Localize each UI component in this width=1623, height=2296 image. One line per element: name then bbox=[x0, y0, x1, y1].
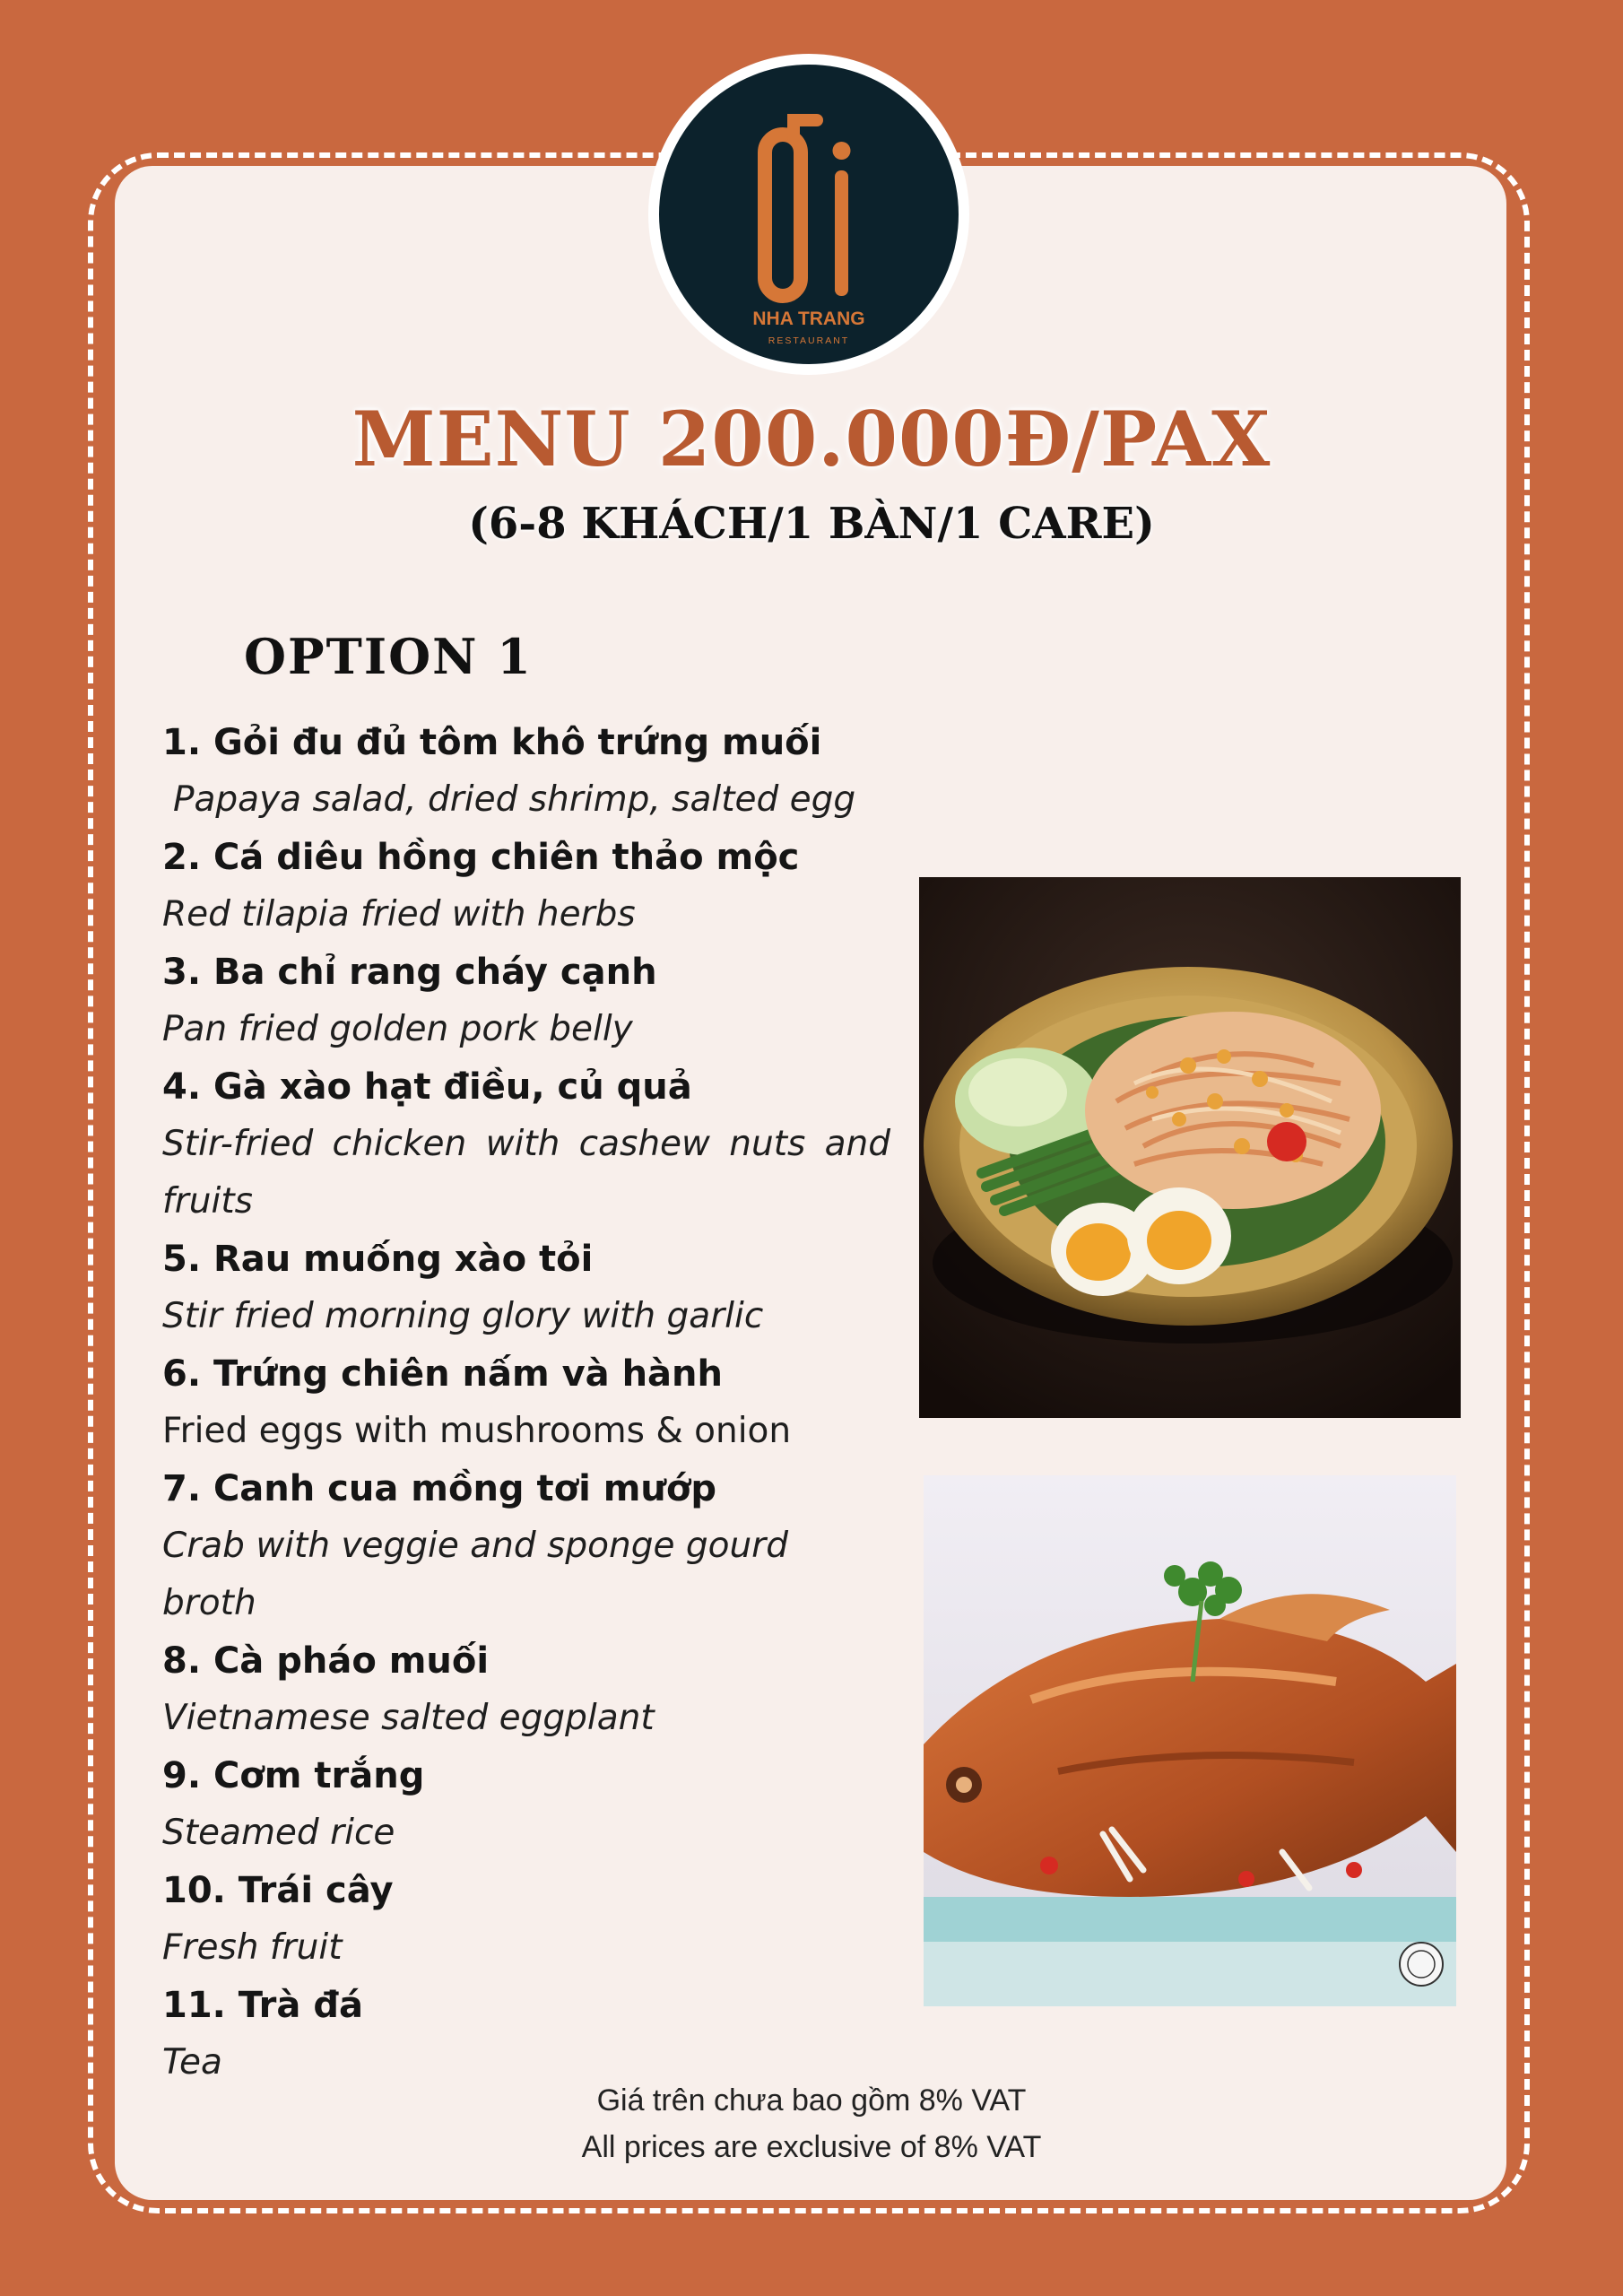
dish-name: 7. Canh cua mồng tơi mướp bbox=[162, 1468, 716, 1509]
dish-description: Fried eggs with mushrooms & onion bbox=[162, 1411, 792, 1451]
dish-description: Vietnamese salted eggplant bbox=[162, 1698, 655, 1738]
dish-name: 8. Cà pháo muối bbox=[162, 1640, 490, 1682]
dish-name: 9. Cơm trắng bbox=[162, 1755, 425, 1796]
dish-name: 5. Rau muống xào tỏi bbox=[162, 1239, 594, 1280]
dish-name: 4. Gà xào hạt điều, củ quả bbox=[162, 1066, 692, 1108]
dish-name: 1. Gỏi đu đủ tôm khô trứng muối bbox=[162, 722, 822, 763]
dish-description: Stir-fried chicken with cashew nuts and fruits bbox=[162, 1124, 890, 1222]
papaya-salad-photo bbox=[919, 877, 1461, 1418]
dish-description: Red tilapia fried with herbs bbox=[162, 894, 636, 935]
menu-subtitle: (6-8 KHÁCH/1 BÀN/1 CARE) bbox=[468, 499, 1155, 549]
dish-description: Crab with veggie and sponge gourd broth bbox=[162, 1526, 788, 1623]
dish-name: 10. Trái cây bbox=[162, 1870, 394, 1911]
dish-name: 3. Ba chỉ rang cháy cạnh bbox=[162, 952, 657, 993]
logo-subtitle: RESTAURANT bbox=[768, 335, 850, 346]
restaurant-logo bbox=[648, 54, 969, 375]
vat-note-en: All prices are exclusive of 8% VAT bbox=[581, 2130, 1042, 2164]
dish-name: 11. Trà đá bbox=[162, 1985, 363, 2026]
fried-fish-photo bbox=[924, 1475, 1456, 2006]
option-label: OPTION 1 bbox=[244, 628, 533, 685]
dish-description: Fresh fruit bbox=[162, 1927, 343, 1968]
dish-name: 2. Cá diêu hồng chiên thảo mộc bbox=[162, 837, 800, 878]
dish-name: 6. Trứng chiên nấm và hành bbox=[162, 1353, 723, 1395]
menu-title: MENU 200.000Đ/PAX bbox=[352, 395, 1271, 483]
dish-description: Steamed rice bbox=[162, 1813, 395, 1853]
vat-note-vi: Giá trên chưa bao gồm 8% VAT bbox=[596, 2083, 1027, 2118]
logo-brand: NHA TRANG bbox=[752, 309, 865, 329]
dish-description: Pan fried golden pork belly bbox=[162, 1009, 633, 1049]
dish-description: Stir fried morning glory with garlic bbox=[162, 1296, 764, 1336]
dish-description: Tea bbox=[162, 2042, 222, 2083]
dish-description: Papaya salad, dried shrimp, salted egg bbox=[173, 779, 856, 820]
menu-list bbox=[162, 714, 890, 2092]
